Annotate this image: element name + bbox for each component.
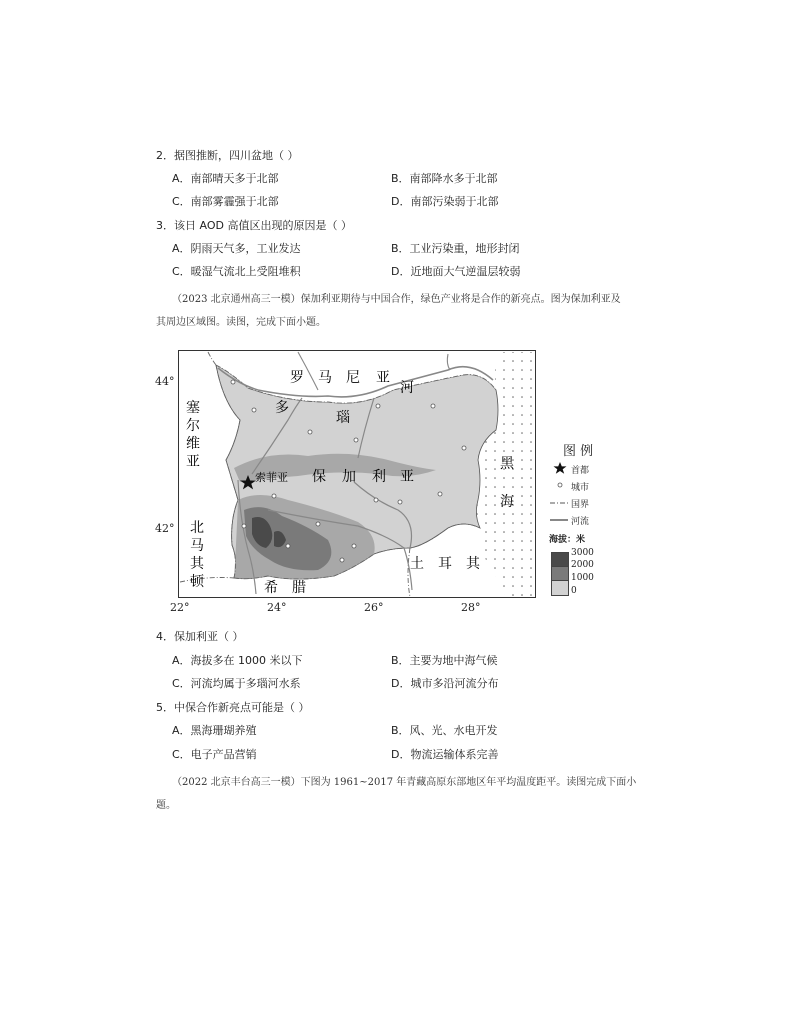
q3-option-b: B．工业污染重，地形封闭 xyxy=(391,242,520,255)
legend-elev-0: 0 xyxy=(571,586,577,596)
q3-stem: 3．该日 AOD 高值区出现的原因是（ ） xyxy=(156,219,352,232)
q4-option-a: A．海拔多在 1000 米以下 xyxy=(172,654,303,667)
tick-lon-26: 26° xyxy=(364,601,384,614)
city-marker xyxy=(438,492,442,496)
label-romania-3: 尼 xyxy=(346,370,360,386)
tick-lon-24: 24° xyxy=(267,601,287,614)
label-river-he: 河 xyxy=(400,380,414,396)
q2-option-a: A．南部晴天多于北部 xyxy=(172,172,279,185)
label-sofia: 索菲亚 xyxy=(255,471,288,484)
city-marker xyxy=(308,430,312,434)
q4-option-d: D．城市多沿河流分布 xyxy=(391,677,499,690)
label-serbia-3: 维 xyxy=(186,436,200,452)
label-macedonia-3: 其 xyxy=(190,556,204,572)
label-romania-1: 罗 xyxy=(290,370,304,386)
intro1-line1: （2023 北京通州高三一模）保加利亚期待与中国合作，绿色产业将是合作的新亮点。图为保加利亚及 xyxy=(172,294,621,305)
label-blacksea-2: 海 xyxy=(500,494,514,510)
city-marker xyxy=(231,380,235,384)
label-macedonia-2: 马 xyxy=(190,538,204,554)
label-macedonia-1: 北 xyxy=(190,520,204,536)
q5-stem: 5．中保合作新亮点可能是（ ） xyxy=(156,701,310,714)
city-marker xyxy=(242,524,246,528)
q3-option-a: A．阴雨天气多，工业发达 xyxy=(172,242,301,255)
q4-option-c: C．河流均属于多瑙河水系 xyxy=(172,677,301,690)
legend-river: 河流 xyxy=(571,517,590,527)
label-blacksea-1: 黑 xyxy=(500,456,514,472)
legend-elev-1000: 1000 xyxy=(571,573,594,583)
q5-option-d: D．物流运输体系完善 xyxy=(391,748,499,761)
legend-elevation: 海拔：米 xyxy=(549,535,586,545)
city-marker xyxy=(340,558,344,562)
q4-stem: 4．保加利亚（ ） xyxy=(156,630,244,643)
q5-option-a: A．黑海珊瑚养殖 xyxy=(172,724,257,737)
city-marker xyxy=(431,404,435,408)
q2-option-b: B．南部降水多于北部 xyxy=(391,172,498,185)
bulgaria-map xyxy=(178,350,536,598)
q2-stem: 2．据图推断，四川盆地（ ） xyxy=(156,149,299,162)
label-macedonia-4: 顿 xyxy=(190,574,204,590)
label-serbia-4: 亚 xyxy=(186,454,200,470)
city-marker xyxy=(374,498,378,502)
legend-swatch-low xyxy=(551,580,569,596)
legend-elev-2000: 2000 xyxy=(571,560,594,570)
tick-lat-44: 44° xyxy=(155,375,175,388)
map-legend xyxy=(549,440,609,600)
legend-river-icon xyxy=(549,517,569,523)
label-turkey: 土 耳 其 xyxy=(410,556,480,572)
legend-city-icon xyxy=(555,480,565,490)
label-bulgaria-3: 利 xyxy=(372,469,386,485)
city-marker xyxy=(376,404,380,408)
q2-option-c: C．南部雾霾强于北部 xyxy=(172,195,279,208)
legend-border: 国界 xyxy=(571,500,590,510)
label-greece: 希 腊 xyxy=(264,580,306,596)
q5-option-c: C．电子产品营销 xyxy=(172,748,257,761)
q3-option-d: D．近地面大气逆温层较弱 xyxy=(391,265,521,278)
intro2-line1: （2022 北京丰台高三一模）下图为 1961~2017 年青藏高原东部地区年平均温度距平。读图完成下面小 xyxy=(172,777,637,788)
legend-city: 城市 xyxy=(571,483,590,493)
city-marker xyxy=(352,544,356,548)
city-marker xyxy=(252,408,256,412)
legend-capital: 首都 xyxy=(571,466,590,476)
label-bulgaria-1: 保 xyxy=(312,469,326,485)
tick-lon-28: 28° xyxy=(461,601,481,614)
legend-capital-star-icon xyxy=(553,462,567,474)
legend-elev-3000: 3000 xyxy=(571,548,594,558)
city-marker xyxy=(398,500,402,504)
label-serbia-2: 尔 xyxy=(186,418,200,434)
q4-option-b: B．主要为地中海气候 xyxy=(391,654,498,667)
q2-option-d: D．南部污染弱于北部 xyxy=(391,195,499,208)
label-danube-duo: 多 xyxy=(275,400,289,416)
tick-lon-22: 22° xyxy=(170,601,190,614)
label-serbia-1: 塞 xyxy=(186,400,200,416)
q3-option-c: C．暖湿气流北上受阻堆积 xyxy=(172,265,301,278)
label-romania-2: 马 xyxy=(318,370,332,386)
city-marker xyxy=(462,446,466,450)
city-marker xyxy=(286,544,290,548)
city-marker xyxy=(272,494,276,498)
label-bulgaria-4: 亚 xyxy=(400,469,414,485)
label-bulgaria-2: 加 xyxy=(342,469,356,485)
legend-border-icon xyxy=(549,500,569,506)
intro1-line2: 其周边区域图。读图，完成下面小题。 xyxy=(156,317,326,328)
label-danube-nao: 瑙 xyxy=(336,410,350,426)
q5-option-b: B．风、光、水电开发 xyxy=(391,724,498,737)
legend-title: 图 例 xyxy=(563,444,594,459)
label-romania-4: 亚 xyxy=(376,370,390,386)
city-marker xyxy=(354,438,358,442)
intro2-line2: 题。 xyxy=(156,800,176,811)
city-marker xyxy=(316,522,320,526)
tick-lat-42: 42° xyxy=(155,522,175,535)
